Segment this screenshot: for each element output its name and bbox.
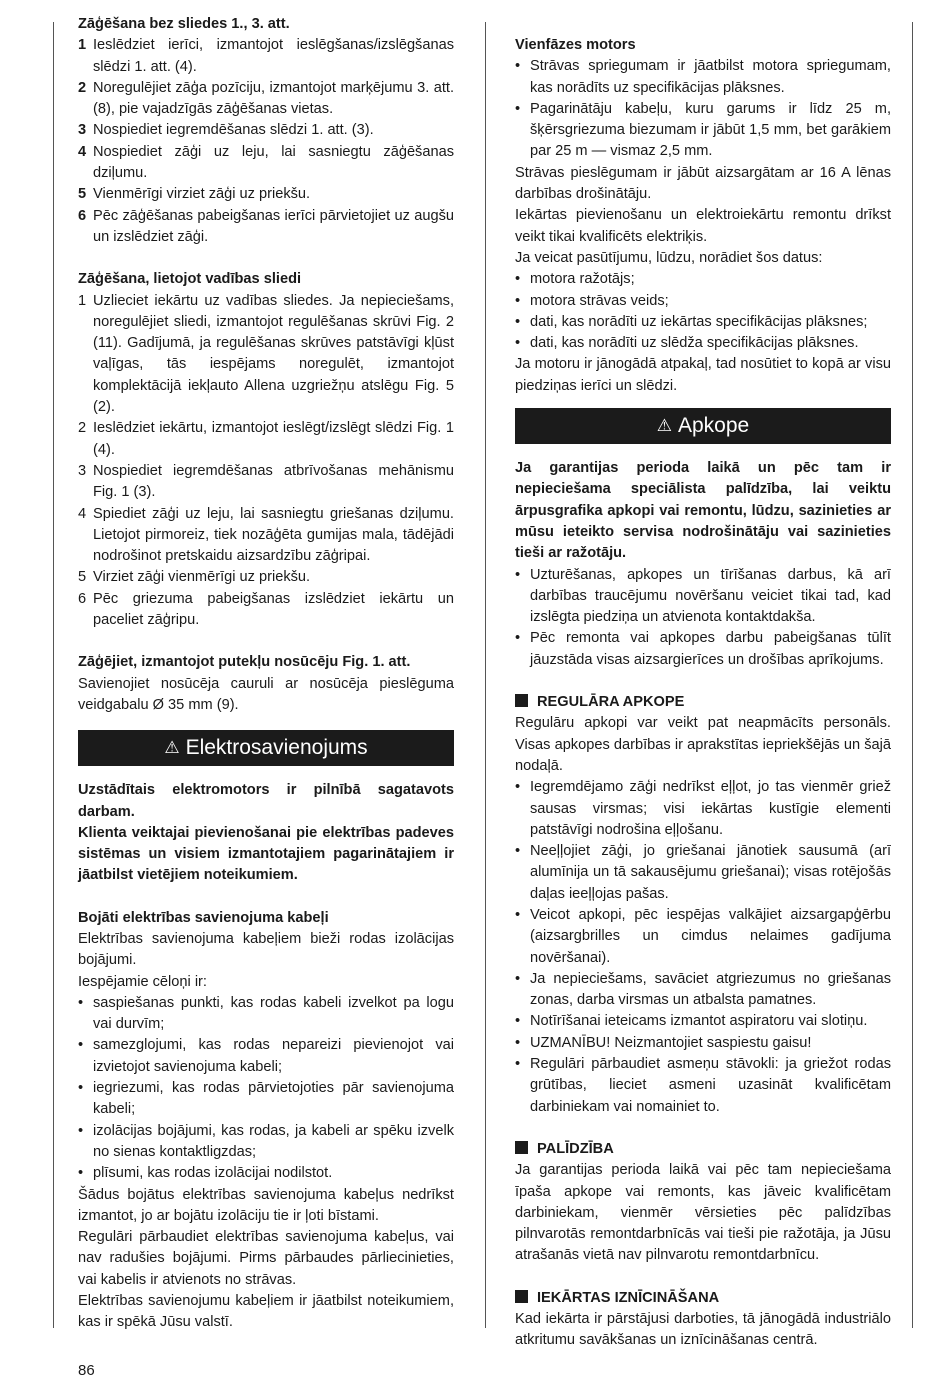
bullet-text: izolācijas bojājumi, kas rodas, ja kabeli ar spēku izvelk no sienas kontaktligzdas; (93, 1122, 454, 1160)
bullet-item (78, 1078, 454, 1121)
bullet-item (515, 99, 891, 163)
bullet-text: dati, kas norādīti uz iekārtas specifikācijas plāksnes; (530, 313, 868, 330)
bullet-dot-icon: • (515, 58, 521, 75)
single-phase-bullets (515, 56, 891, 162)
assistance-p1: Ja garantijas perioda laikā vai pēc tam nepieciešama īpaša apkope vai remonts, kas jāveic kvalificētam darbiniekam, vienmēr vērsieties pēc palīdzības pilnvarotās remontdarbnīcās vai tieši pie ražotāja, ja Jūsu atrašanās vietā nav pilnvarotu remontdarbnīcu. (515, 1162, 891, 1264)
page-number: 86 (78, 1362, 95, 1379)
banner-electrical-title: Elektrosavienojums (185, 736, 368, 760)
step-number: 5 (78, 569, 87, 586)
bullet-dot-icon: • (78, 1037, 84, 1054)
bullet-item (515, 312, 891, 333)
square-bullet-icon (515, 694, 528, 707)
maintenance-notice: Ja garantijas perioda laikā un pēc tam ir nepieciešama speciālista palīdzība, lai veiktu ārpusgrafika apkopi vai remontu, lūdzu, sazinieties ar mūsu ieteikto servisa nodrošinātāju vai sazinieties tieši ar ražotāju. (515, 460, 891, 562)
bullet-item (515, 1054, 891, 1118)
bullet-dot-icon: • (515, 906, 521, 923)
bullet-item (515, 56, 891, 99)
step-item (78, 504, 454, 568)
bullet-text: Pagarinātāju kabeļu, kuru garums ir līdz 25 m, šķērsgriezuma biezumam ir jābūt 1,5 mm, bet garākiem par 25 m — vismaz 2,5 mm. (530, 100, 891, 160)
bullet-text: motora ražotājs; (530, 271, 635, 288)
order-data-bullets (515, 269, 891, 354)
bullet-item (515, 969, 891, 1012)
step-number: 6 (78, 207, 87, 224)
bullet-text: Uzturēšanas, apkopes un tīrīšanas darbus, kā arī darbības traucējumu novēršanu veiciet tikai tad, kad izslēgta piedziņa un atvienota kontaktdakša. (530, 566, 891, 626)
steps-no-rail (78, 35, 454, 248)
bullet-item (515, 1011, 891, 1032)
single-phase-p1: Strāvas pieslēgumam ir jābūt aizsargātam ar 16 A lēnas darbības drošinātāju. (515, 164, 891, 203)
damaged-cables-p1: Elektrības savienojuma kabeļiem bieži rodas izolācijas bojājumi. (78, 930, 454, 969)
bullet-dot-icon: • (515, 630, 521, 647)
bullet-dot-icon: • (78, 1122, 84, 1139)
banner-maintenance (515, 408, 891, 444)
bullet-text: Neeļļojiet zāģi, jo griešanai jānotiek sausumā (arī alumīnija un tā sakausējumu griešanai); visas rotējošās daļas ieeļļojas pašas. (530, 843, 891, 902)
damaged-cables-p5: Elektrības savienojumu kabeļiem ir jāatbilst noteikumiem, kas ir spēkā Jūsu valstī. (78, 1293, 454, 1331)
step-number: 1 (78, 292, 87, 309)
single-phase-p3: Ja veicat pasūtījumu, lūdzu, norādiet šos datus: (515, 249, 823, 266)
bullet-text: samezglojumi, kas rodas nepareizi pievienojot vai izvietojot savienojuma kabeli; (93, 1037, 454, 1075)
disposal-p1: Kad iekārta ir pārstājusi darboties, tā jānogādā industriālo atkritumu savākšanas un iznīcināšanas centrā. (515, 1311, 891, 1349)
bullet-dot-icon: • (515, 1034, 521, 1051)
damaged-cables-causes (78, 993, 454, 1185)
bullet-item (78, 1163, 454, 1184)
step-item (78, 418, 454, 461)
bullet-item (515, 1033, 891, 1054)
section-heading-dust-extraction: Zāģējiet, izmantojot putekļu nosūcēju Fig. 1. att. (78, 654, 411, 671)
damaged-cables-p4: Regulāri pārbaudiet elektrības savienojuma kabeļus, vai nav radušies bojājumi. Pirms pārbaudes pārliecinieties, vai kabelis ir atvienots no strāvas. (78, 1229, 454, 1288)
bullet-dot-icon: • (78, 1165, 84, 1182)
bullet-text: Notīrīšanai ieteicams izmantot aspiratoru vai slotiņu. (530, 1013, 868, 1030)
step-item (78, 120, 454, 141)
column-divider-rule (485, 22, 486, 1328)
step-number: 6 (78, 590, 87, 607)
step-text: Ieslēdziet ierīci, izmantojot ieslēgšanas/izslēgšanas slēdzi 1. att. (4). (93, 37, 454, 75)
bullet-text: Ja nepieciešams, savāciet atgriezumus no griešanas zonas, darba virsmas un atbalsta pamatnes. (530, 970, 891, 1009)
bullet-dot-icon: • (515, 335, 521, 352)
bullet-item (515, 291, 891, 312)
step-text: Virziet zāģi vienmērīgi uz priekšu. (93, 569, 311, 586)
maintenance-bullets (515, 565, 891, 671)
section-heading-single-phase: Vienfāzes motors (515, 37, 636, 53)
step-text: Vienmērīgi virziet zāģi uz priekšu. (93, 186, 311, 203)
bullet-text: saspiešanas punkti, kas rodas kabeli izvelkot pa logu vai durvīm; (93, 994, 454, 1033)
regular-maintenance-bullets (515, 777, 891, 1118)
damaged-cables-p3: Šādus bojātus elektrības savienojuma kabeļus nedrīkst izmantot, jo ar bojātu izolāciju tie ir ļoti bīstami. (78, 1186, 454, 1224)
bullet-item (78, 1035, 454, 1078)
bullet-item (515, 333, 891, 354)
bullet-dot-icon: • (515, 313, 521, 330)
bullet-dot-icon: • (515, 970, 521, 987)
step-text: Nospiediet zāģi uz leju, lai sasniegtu zāģēšanas dziļumu. (93, 143, 454, 182)
bullet-dot-icon: • (515, 100, 521, 117)
bullet-text: Pēc remonta vai apkopes darbu pabeigšanas tūlīt jāuzstāda visas aizsargierīces un drošības aprīkojums. (530, 630, 891, 668)
step-item (78, 142, 454, 185)
bullet-item (78, 1121, 454, 1164)
bullet-item (515, 841, 891, 905)
step-number: 3 (78, 462, 87, 479)
square-bullet-icon (515, 1141, 528, 1154)
bullet-item (78, 993, 454, 1036)
warning-triangle-icon: ⚠ (656, 416, 672, 436)
step-text: Nospiediet iegremdēšanas slēdzi 1. att. (3). (93, 122, 374, 139)
bullet-dot-icon: • (515, 566, 521, 583)
step-text: Pēc griezuma pabeigšanas izslēdziet iekārtu un paceliet zāģripu. (93, 590, 454, 629)
section-heading-damaged-cables: Bojāti elektrības savienojuma kabeļi (78, 909, 329, 926)
step-item (78, 35, 454, 78)
section-heading-guide-rail: Zāģēšana, lietojot vadības sliedi (78, 271, 302, 288)
right-column (515, 35, 891, 1352)
bullet-text: Iegremdējamo zāģi nedrīkst eļļot, jo tas vienmēr griež sausas virsmas; visi iekārtas kustīgie elementi patstāvīgi nodrošina eļļošanu. (530, 779, 891, 838)
step-item (78, 461, 454, 504)
section-heading-assistance: PALĪDZĪBA (515, 1139, 891, 1160)
step-number: 1 (78, 37, 87, 54)
section-heading-no-rail: Zāģēšana bez sliedes 1., 3. att. (78, 16, 290, 32)
step-text: Nospiediet iegremdēšanas atbrīvošanas mehānismu Fig. 1 (3). (93, 462, 454, 501)
step-item (78, 78, 454, 121)
bullet-text: Strāvas spriegumam ir jāatbilst motora spriegumam, kas norādīts uz specifikācijas plāksnes. (530, 58, 891, 96)
step-text: Pēc zāģēšanas pabeigšanas ierīci pārvietojiet uz augšu un izslēdziet zāģi. (93, 207, 454, 245)
banner-maintenance-title: Apkope (678, 414, 750, 438)
bullet-dot-icon: • (515, 1056, 521, 1073)
bullet-dot-icon: • (515, 292, 521, 309)
step-item (78, 567, 454, 588)
bullet-text: iegriezumi, kas rodas pārvietojoties pār savienojuma kabeli; (93, 1080, 454, 1118)
right-margin-rule (912, 22, 913, 1328)
bullet-dot-icon: • (78, 1080, 84, 1097)
step-number: 4 (78, 505, 87, 522)
step-text: Ieslēdziet iekārtu, izmantojot ieslēgt/izslēgt slēdzi Fig. 1 (4). (93, 420, 454, 458)
step-text: Noregulējiet zāģa pozīciju, izmantojot marķējumu 3. att. (8), pie vajadzīgās zāģēšanas vietas. (93, 79, 454, 118)
warning-triangle-icon: ⚠ (164, 738, 180, 758)
bullet-dot-icon: • (515, 779, 521, 796)
bullet-item (515, 565, 891, 629)
step-number: 3 (78, 122, 87, 139)
single-phase-p4: Ja motoru ir jānogādā atpakaļ, tad nosūtiet to kopā ar visu piedziņas ierīci un slēdzi. (515, 356, 891, 394)
electrical-notice-1: Uzstādītais elektromotors ir pilnībā sagatavots darbam. (78, 782, 454, 820)
bullet-item (515, 777, 891, 841)
bullet-text: plīsumi, kas rodas izolācijai nodilstot. (93, 1165, 333, 1182)
left-column (78, 14, 454, 1334)
step-number: 2 (78, 420, 87, 437)
bullet-text: motora strāvas veids; (530, 292, 669, 309)
bullet-dot-icon: • (515, 271, 521, 288)
step-item (78, 184, 454, 205)
section-heading-regular-maintenance: REGULĀRA APKOPE (515, 692, 891, 713)
left-margin-rule (53, 22, 54, 1328)
step-text: Spiediet zāģi uz leju, lai sasniegtu griešanas dziļumu. Lietojot pirmoreiz, tiek nozāģēta gumijas mala, tādējādi nodrošinot pretskaidu aizsardzību zāģripai. (93, 505, 454, 565)
damaged-cables-p2: Iespējamie cēloņi ir: (78, 973, 207, 990)
bullet-dot-icon: • (515, 1013, 521, 1030)
regular-maintenance-p1: Regulāru apkopi var veikt pat neapmācīts personāls. Visas apkopes darbības ir aprakstītas iepriekšējās un šajā nodaļā. (515, 715, 891, 774)
step-text: Uzlieciet iekārtu uz vadības sliedes. Ja nepieciešams, noregulējiet sliedi, izmantojot regulēšanas skrūvi Fig. 2 (11). Gadījumā, ja regulēšanas skrūves patstāvīgi kļūst vaļīgas, tās iespējams noregulēt, izmantojot komplektācijā iekļauto Allena uzgriežņu atslēgu Fig. 5 (2). (93, 292, 454, 416)
bullet-dot-icon: • (78, 994, 84, 1011)
step-number: 4 (78, 143, 87, 160)
step-number: 5 (78, 186, 87, 203)
bullet-text: Regulāri pārbaudiet asmeņu stāvokli: ja griežot rodas grūtības, lieciet asmeni uzasināt kvalificētam darbiniekam vai nomainiet to. (530, 1056, 891, 1115)
bullet-item (515, 269, 891, 290)
step-item (78, 206, 454, 249)
dust-extraction-text: Savienojiet nosūcēja cauruli ar nosūcēja pieslēguma veidgabalu Ø 35 mm (9). (78, 675, 454, 713)
bullet-text: dati, kas norādīti uz slēdža specifikācijas plāksnes. (530, 335, 859, 352)
electrical-notice-2: Klienta veiktajai pievienošanai pie elektrības padeves sistēmas un visiem izmantotajiem pagarinātajiem ir jāatbilst vietējiem noteikumiem. (78, 824, 454, 884)
bullet-item (515, 628, 891, 671)
bullet-text: Veicot apkopi, pēc iespējas valkājiet aizsargapģērbu (aizsargbrilles un cimdus nelaimes gadījuma novēršanai). (530, 906, 891, 966)
bullet-dot-icon: • (515, 843, 521, 860)
step-item (78, 589, 454, 632)
step-number: 2 (78, 79, 87, 96)
bullet-item (515, 905, 891, 969)
steps-guide-rail (78, 291, 454, 632)
banner-electrical (78, 730, 454, 766)
square-bullet-icon (515, 1290, 528, 1303)
section-heading-disposal: IEKĀRTAS IZNĪCINĀŠANA (515, 1288, 891, 1309)
single-phase-p2: Iekārtas pievienošanu un elektroiekārtu remontu drīkst veikt tikai kvalificēts elektriķis. (515, 207, 891, 245)
step-item (78, 291, 454, 419)
bullet-text: UZMANĪBU! Neizmantojiet saspiestu gaisu! (530, 1034, 812, 1051)
